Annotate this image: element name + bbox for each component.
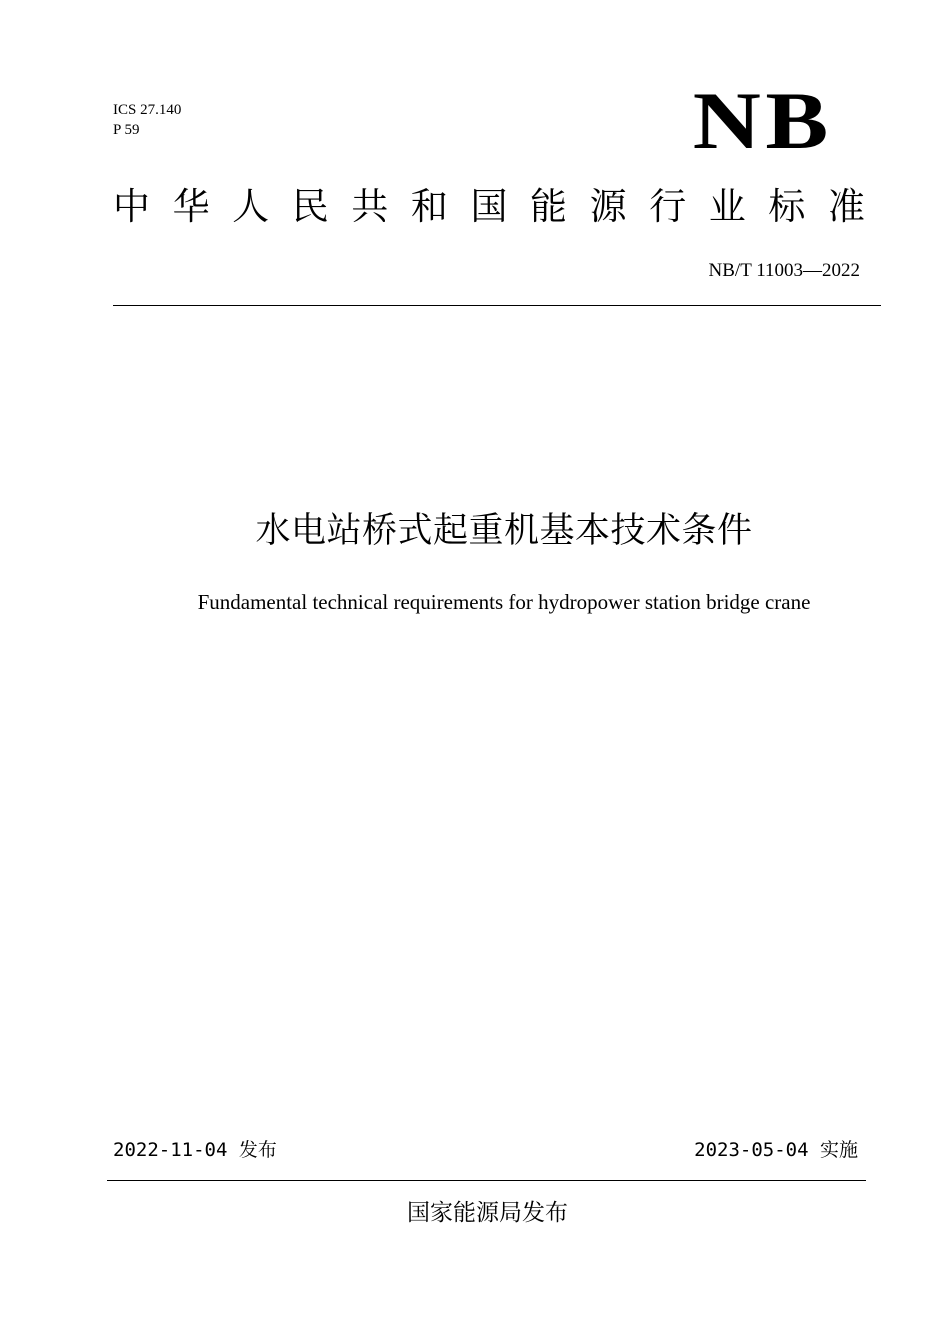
standard-type-char: 源: [589, 185, 627, 228]
classification-codes: [113, 100, 181, 140]
issue-date: 2022-11-04 发布: [113, 1139, 277, 1161]
standard-type-char: 人: [232, 185, 270, 228]
ics-code: ICS 27.140: [113, 102, 182, 118]
standard-type-char: 准: [827, 185, 865, 228]
standard-code: NB/T 11003—2022: [708, 260, 860, 281]
standard-type-char: 共: [351, 185, 389, 228]
standard-type-char: 民: [291, 185, 329, 228]
standard-type-char: 能: [530, 185, 568, 228]
document-title-english: Fundamental technical requirements for hydropower station bridge crane: [197, 590, 811, 614]
standard-type-char: 行: [649, 185, 687, 228]
publisher: 国家能源局发布: [407, 1200, 568, 1226]
document-title-chinese: 水电站桥式起重机基本技术条件: [255, 511, 753, 551]
implementation-date: 2023-05-04 实施: [694, 1139, 858, 1161]
bottom-divider: [107, 1180, 866, 1181]
standard-type-char: 标: [768, 185, 806, 228]
nb-logo: NB: [692, 75, 833, 166]
standard-type-char: 业: [708, 185, 746, 228]
standard-type-char: 华: [172, 185, 210, 228]
standard-type-heading: [113, 184, 865, 230]
standard-type-char: 中: [113, 185, 150, 228]
top-divider: [113, 305, 881, 306]
standard-type-char: 国: [470, 185, 508, 228]
standard-type-char: 和: [410, 185, 448, 228]
ccs-code: P 59: [113, 122, 140, 138]
